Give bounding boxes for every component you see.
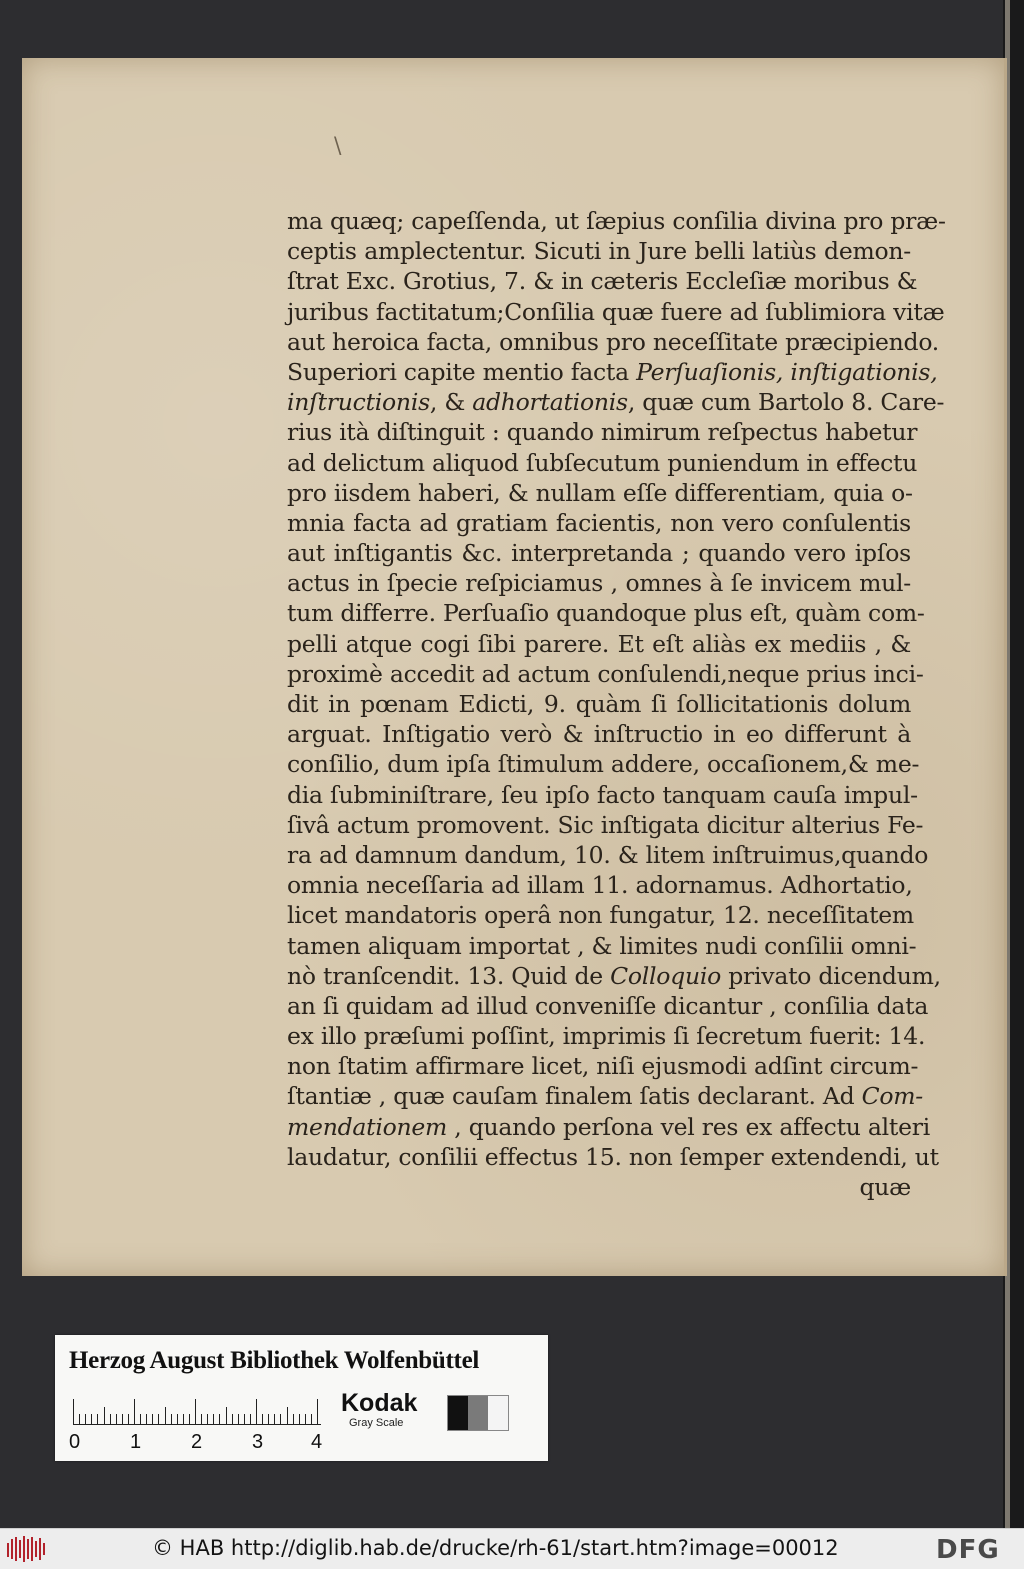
text-segment: tum differre. Perſuaſio quandoque plus eſt, quàm com- bbox=[287, 599, 925, 628]
ruler-tick bbox=[305, 1414, 306, 1425]
text-segment: rius ità diſtinguit : quando nimirum reſpectus habetur bbox=[287, 418, 918, 447]
italic-term: inſtructionis bbox=[287, 388, 430, 417]
ruler-number: 0 bbox=[69, 1431, 81, 1453]
text-line bbox=[287, 840, 929, 870]
text-segment: privato dicendum, bbox=[721, 961, 941, 990]
text-segment: ex illo præſumi poſſint, imprimis ſi ſecretum fuerit: 14. bbox=[287, 1022, 926, 1051]
ruler-tick bbox=[140, 1414, 141, 1425]
text-line bbox=[287, 870, 911, 900]
ruler-tick bbox=[232, 1414, 233, 1425]
ruler-tick bbox=[183, 1414, 184, 1425]
ruler-tick bbox=[189, 1414, 190, 1425]
text-segment: ſivâ actum promovent. Sic inſtigata dicitur alterius Fe- bbox=[287, 810, 924, 839]
ruler-number: 1 bbox=[130, 1431, 142, 1453]
gray-scale-patches bbox=[447, 1395, 509, 1431]
ruler-tick bbox=[293, 1414, 294, 1425]
text-segment: omnia neceſſaria ad illam 11. adornamus. Adhortatio, bbox=[287, 871, 913, 900]
ruler-tick bbox=[91, 1414, 92, 1425]
italic-term: Colloquio bbox=[610, 961, 722, 990]
ruler-tick bbox=[158, 1414, 159, 1425]
dfg-logo: DFG bbox=[936, 1535, 1000, 1565]
ruler-scale bbox=[73, 1399, 323, 1425]
text-line bbox=[287, 991, 929, 1021]
text-segment: pelli atque cogi ſibi parere. Et eſt aliàs ex mediis , & bbox=[287, 629, 911, 658]
text-line bbox=[287, 478, 911, 508]
barcode-icon bbox=[6, 1535, 46, 1563]
text-segment: ſtrat Exc. Grotius, 7. & in cæteris Eccleſiæ moribus & bbox=[287, 267, 918, 296]
text-segment: quæ bbox=[859, 1173, 911, 1201]
text-line bbox=[287, 206, 946, 236]
text-line bbox=[287, 508, 911, 538]
text-line bbox=[287, 961, 941, 991]
ruler-tick bbox=[73, 1399, 74, 1425]
text-line bbox=[287, 568, 911, 598]
text-segment: tamen aliquam importat , & limites nudi conſilii omni- bbox=[287, 931, 917, 960]
text-segment: mnia facta ad gratiam facientis, non vero conſulentis bbox=[287, 508, 911, 537]
text-segment: dit in pœnam Edicti, 9. quàm ſi ſollicitationis dolum bbox=[287, 690, 911, 718]
ruler-tick bbox=[110, 1414, 111, 1425]
ruler-tick bbox=[226, 1407, 227, 1425]
ruler-tick bbox=[79, 1414, 80, 1425]
ruler-tick bbox=[207, 1414, 208, 1425]
book-page bbox=[22, 58, 1007, 1276]
italic-term: Com- bbox=[861, 1082, 923, 1111]
gray-patch-light bbox=[488, 1396, 508, 1430]
text-line bbox=[287, 236, 911, 266]
ruler-tick bbox=[250, 1414, 251, 1425]
text-line bbox=[287, 1142, 939, 1172]
ruler-tick bbox=[165, 1407, 166, 1425]
text-line bbox=[287, 598, 925, 628]
ruler-tick bbox=[128, 1414, 129, 1425]
text-segment: pro iisdem haberi, & nullam eſſe differentiam, quia o- bbox=[287, 478, 913, 507]
text-line bbox=[287, 931, 917, 961]
gray-patch-dark bbox=[448, 1396, 468, 1430]
text-segment: ra ad damnum dandum, 10. & litem inſtruimus,quando bbox=[287, 840, 929, 869]
text-segment: actus in ſpecie reſpiciamus , omnes à ſe invicem mul- bbox=[287, 569, 911, 598]
kodak-logo: Kodak bbox=[341, 1389, 418, 1417]
ruler-tick bbox=[104, 1407, 105, 1425]
ruler-tick bbox=[146, 1414, 147, 1425]
text-segment: an ſi quidam ad illud conveniſſe dicantur , conſilia data bbox=[287, 991, 929, 1020]
text-segment: arguat. Inſtigatio verò & inſtructio in eo differunt à bbox=[287, 720, 911, 749]
italic-term: Perſuaſionis, inſtigationis, bbox=[636, 357, 938, 386]
ruler-tick bbox=[244, 1414, 245, 1425]
text-line bbox=[287, 629, 911, 659]
copyright-link[interactable]: © HAB http://diglib.hab.de/drucke/rh-61/start.htm?image=00012 bbox=[152, 1536, 839, 1560]
text-segment: , quæ cum Bartolo 8. Care- bbox=[627, 388, 945, 417]
page-text bbox=[287, 206, 946, 1202]
ruler-number: 3 bbox=[252, 1431, 264, 1453]
color-calibration-card bbox=[55, 1335, 548, 1461]
ruler-tick bbox=[85, 1414, 86, 1425]
ruler-tick bbox=[268, 1414, 269, 1425]
ruler-tick bbox=[287, 1407, 288, 1425]
ruler-number: 4 bbox=[311, 1431, 323, 1453]
ruler-tick bbox=[219, 1414, 220, 1425]
text-segment: ceptis amplectentur. Sicuti in Jure belli latiùs demon- bbox=[287, 237, 911, 266]
text-line bbox=[287, 266, 918, 296]
text-line bbox=[287, 327, 940, 357]
ruler-tick bbox=[116, 1414, 117, 1425]
text-segment: laudatur, conſilii effectus 15. non ſemper extendendi, ut bbox=[287, 1142, 939, 1171]
text-line bbox=[287, 659, 924, 689]
text-segment: , quando perſona vel res ex affectu alteri bbox=[447, 1112, 930, 1141]
ruler-tick bbox=[134, 1399, 135, 1425]
text-line bbox=[287, 780, 918, 810]
text-line bbox=[287, 900, 914, 930]
text-line bbox=[287, 1112, 930, 1142]
text-line bbox=[287, 297, 945, 327]
text-segment: non ſtatim affirmare licet, niſi ejusmodi adſint circum- bbox=[287, 1052, 919, 1081]
text-segment: ſtantiæ , quæ cauſam finalem ſatis declarant. Ad bbox=[287, 1082, 862, 1111]
ruler-tick bbox=[280, 1414, 281, 1425]
ruler-tick bbox=[238, 1414, 239, 1425]
ruler-tick bbox=[317, 1399, 318, 1425]
text-line bbox=[287, 1021, 926, 1051]
ruler-tick bbox=[195, 1399, 196, 1425]
ruler-tick bbox=[262, 1414, 263, 1425]
text-segment: proximè accedit ad actum conſulendi,neque prius inci- bbox=[287, 659, 924, 688]
text-segment: ma quæq; capeſſenda, ut ſæpius conſilia divina pro præ- bbox=[287, 207, 946, 235]
ruler-tick bbox=[171, 1414, 172, 1425]
page-mark: \ bbox=[334, 134, 342, 159]
text-segment: aut heroica facta, omnibus pro neceſſitate præcipiendo. bbox=[287, 327, 940, 356]
text-segment: dia ſubminiſtrare, ſeu ipſo facto tanquam cauſa impul- bbox=[287, 780, 918, 809]
italic-term: adhortationis bbox=[472, 388, 628, 417]
ruler-tick bbox=[311, 1414, 312, 1425]
text-segment: conſilio, dum ipſa ſtimulum addere, occaſionem,& me- bbox=[287, 750, 920, 779]
ruler-tick bbox=[122, 1414, 123, 1425]
text-segment: nò tranſcendit. 13. Quid de bbox=[287, 961, 611, 990]
ruler-tick bbox=[177, 1414, 178, 1425]
gray-scale-label: Gray Scale bbox=[349, 1417, 404, 1429]
text-line bbox=[287, 1081, 923, 1111]
text-segment: juribus factitatum;Conſilia quæ fuere ad ſublimiora vitæ bbox=[287, 297, 945, 326]
ruler-tick bbox=[256, 1399, 257, 1425]
text-line bbox=[287, 719, 911, 749]
text-line bbox=[287, 387, 945, 417]
text-line bbox=[287, 749, 920, 779]
ruler-number: 2 bbox=[191, 1431, 203, 1453]
text-line bbox=[287, 810, 924, 840]
text-line bbox=[287, 1051, 919, 1081]
ruler-tick bbox=[97, 1414, 98, 1425]
text-line bbox=[287, 538, 911, 568]
text-line bbox=[287, 1172, 911, 1202]
ruler-tick bbox=[299, 1414, 300, 1425]
library-name: Herzog August Bibliothek Wolfenbüttel bbox=[69, 1347, 480, 1374]
text-segment: , & bbox=[429, 388, 473, 417]
text-line bbox=[287, 357, 938, 387]
text-segment: aut inſtigantis &c. interpretanda ; quando vero ipſos bbox=[287, 539, 911, 568]
text-line bbox=[287, 417, 918, 447]
footer-bar bbox=[0, 1528, 1024, 1569]
text-segment: licet mandatoris operâ non fungatur, 12. neceſſitatem bbox=[287, 901, 914, 930]
ruler-tick bbox=[213, 1414, 214, 1425]
ruler-tick bbox=[201, 1414, 202, 1425]
text-line bbox=[287, 689, 911, 719]
text-segment: ad delictum aliquod ſubſecutum puniendum in effectu bbox=[287, 448, 918, 477]
text-segment: Superiori capite mentio facta bbox=[287, 357, 637, 386]
ruler-tick bbox=[274, 1414, 275, 1425]
text-line bbox=[287, 448, 918, 478]
gray-patch-mid bbox=[468, 1396, 488, 1430]
italic-term: mendationem bbox=[287, 1112, 448, 1141]
ruler-tick bbox=[152, 1414, 153, 1425]
